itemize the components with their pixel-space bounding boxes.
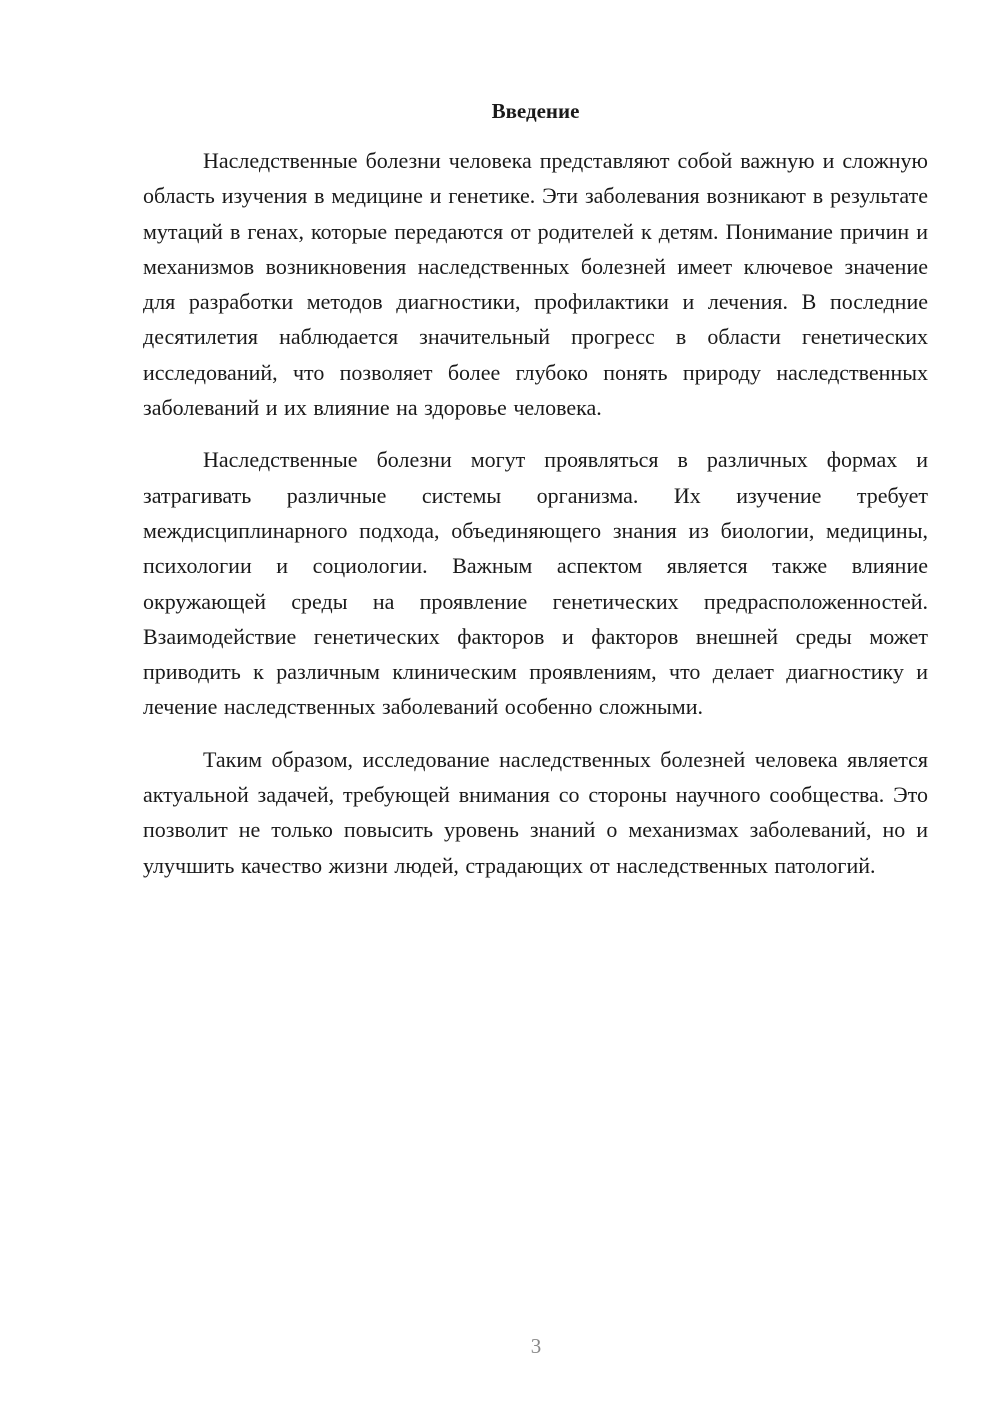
- section-heading: Введение: [491, 99, 580, 123]
- paragraph-1: Наследственные болезни человека представляют собой важную и сложную область изучения в медицине и генетике. Эти заболевания возникают в результате мутаций в генах, которые передаются от родителей к детям. Понимание причин и механизмов возникновения наследственных болезней имеет ключевое значение для разработки методов диагностики, профилактики и лечения. В последние десятилетия наблюдается значительный прогресс в области генетических исследований, что позволяет более глубоко понять природу наследственных заболеваний и их влияние на здоровье человека.: [143, 148, 928, 421]
- page-number: 3: [530, 1334, 542, 1358]
- document-body: [143, 143, 928, 900]
- paragraph-3: Таким образом, исследование наследственных болезней человека является актуальной задачей, требующей внимания со стороны научного сообщества. Это позволит не только повысить уровень знаний о механизмах заболеваний, но и улучшить качество жизни людей, страдающих от наследственных патологий.: [143, 746, 928, 878]
- paragraph-2: Наследственные болезни могут проявляться в различных формах и затрагивать различные системы организма. Их изучение требует междисциплинарного подхода, объединяющего знания из биологии, медицины, психологии и социологии. Важным аспектом является также влияние окружающей среды на проявление генетических предрасположенностей. Взаимодействие генетических факторов и факторов внешней среды может приводить к различным клиническим проявлениям, что делает диагностику и лечение наследственных заболеваний особенно сложными.: [143, 447, 928, 720]
